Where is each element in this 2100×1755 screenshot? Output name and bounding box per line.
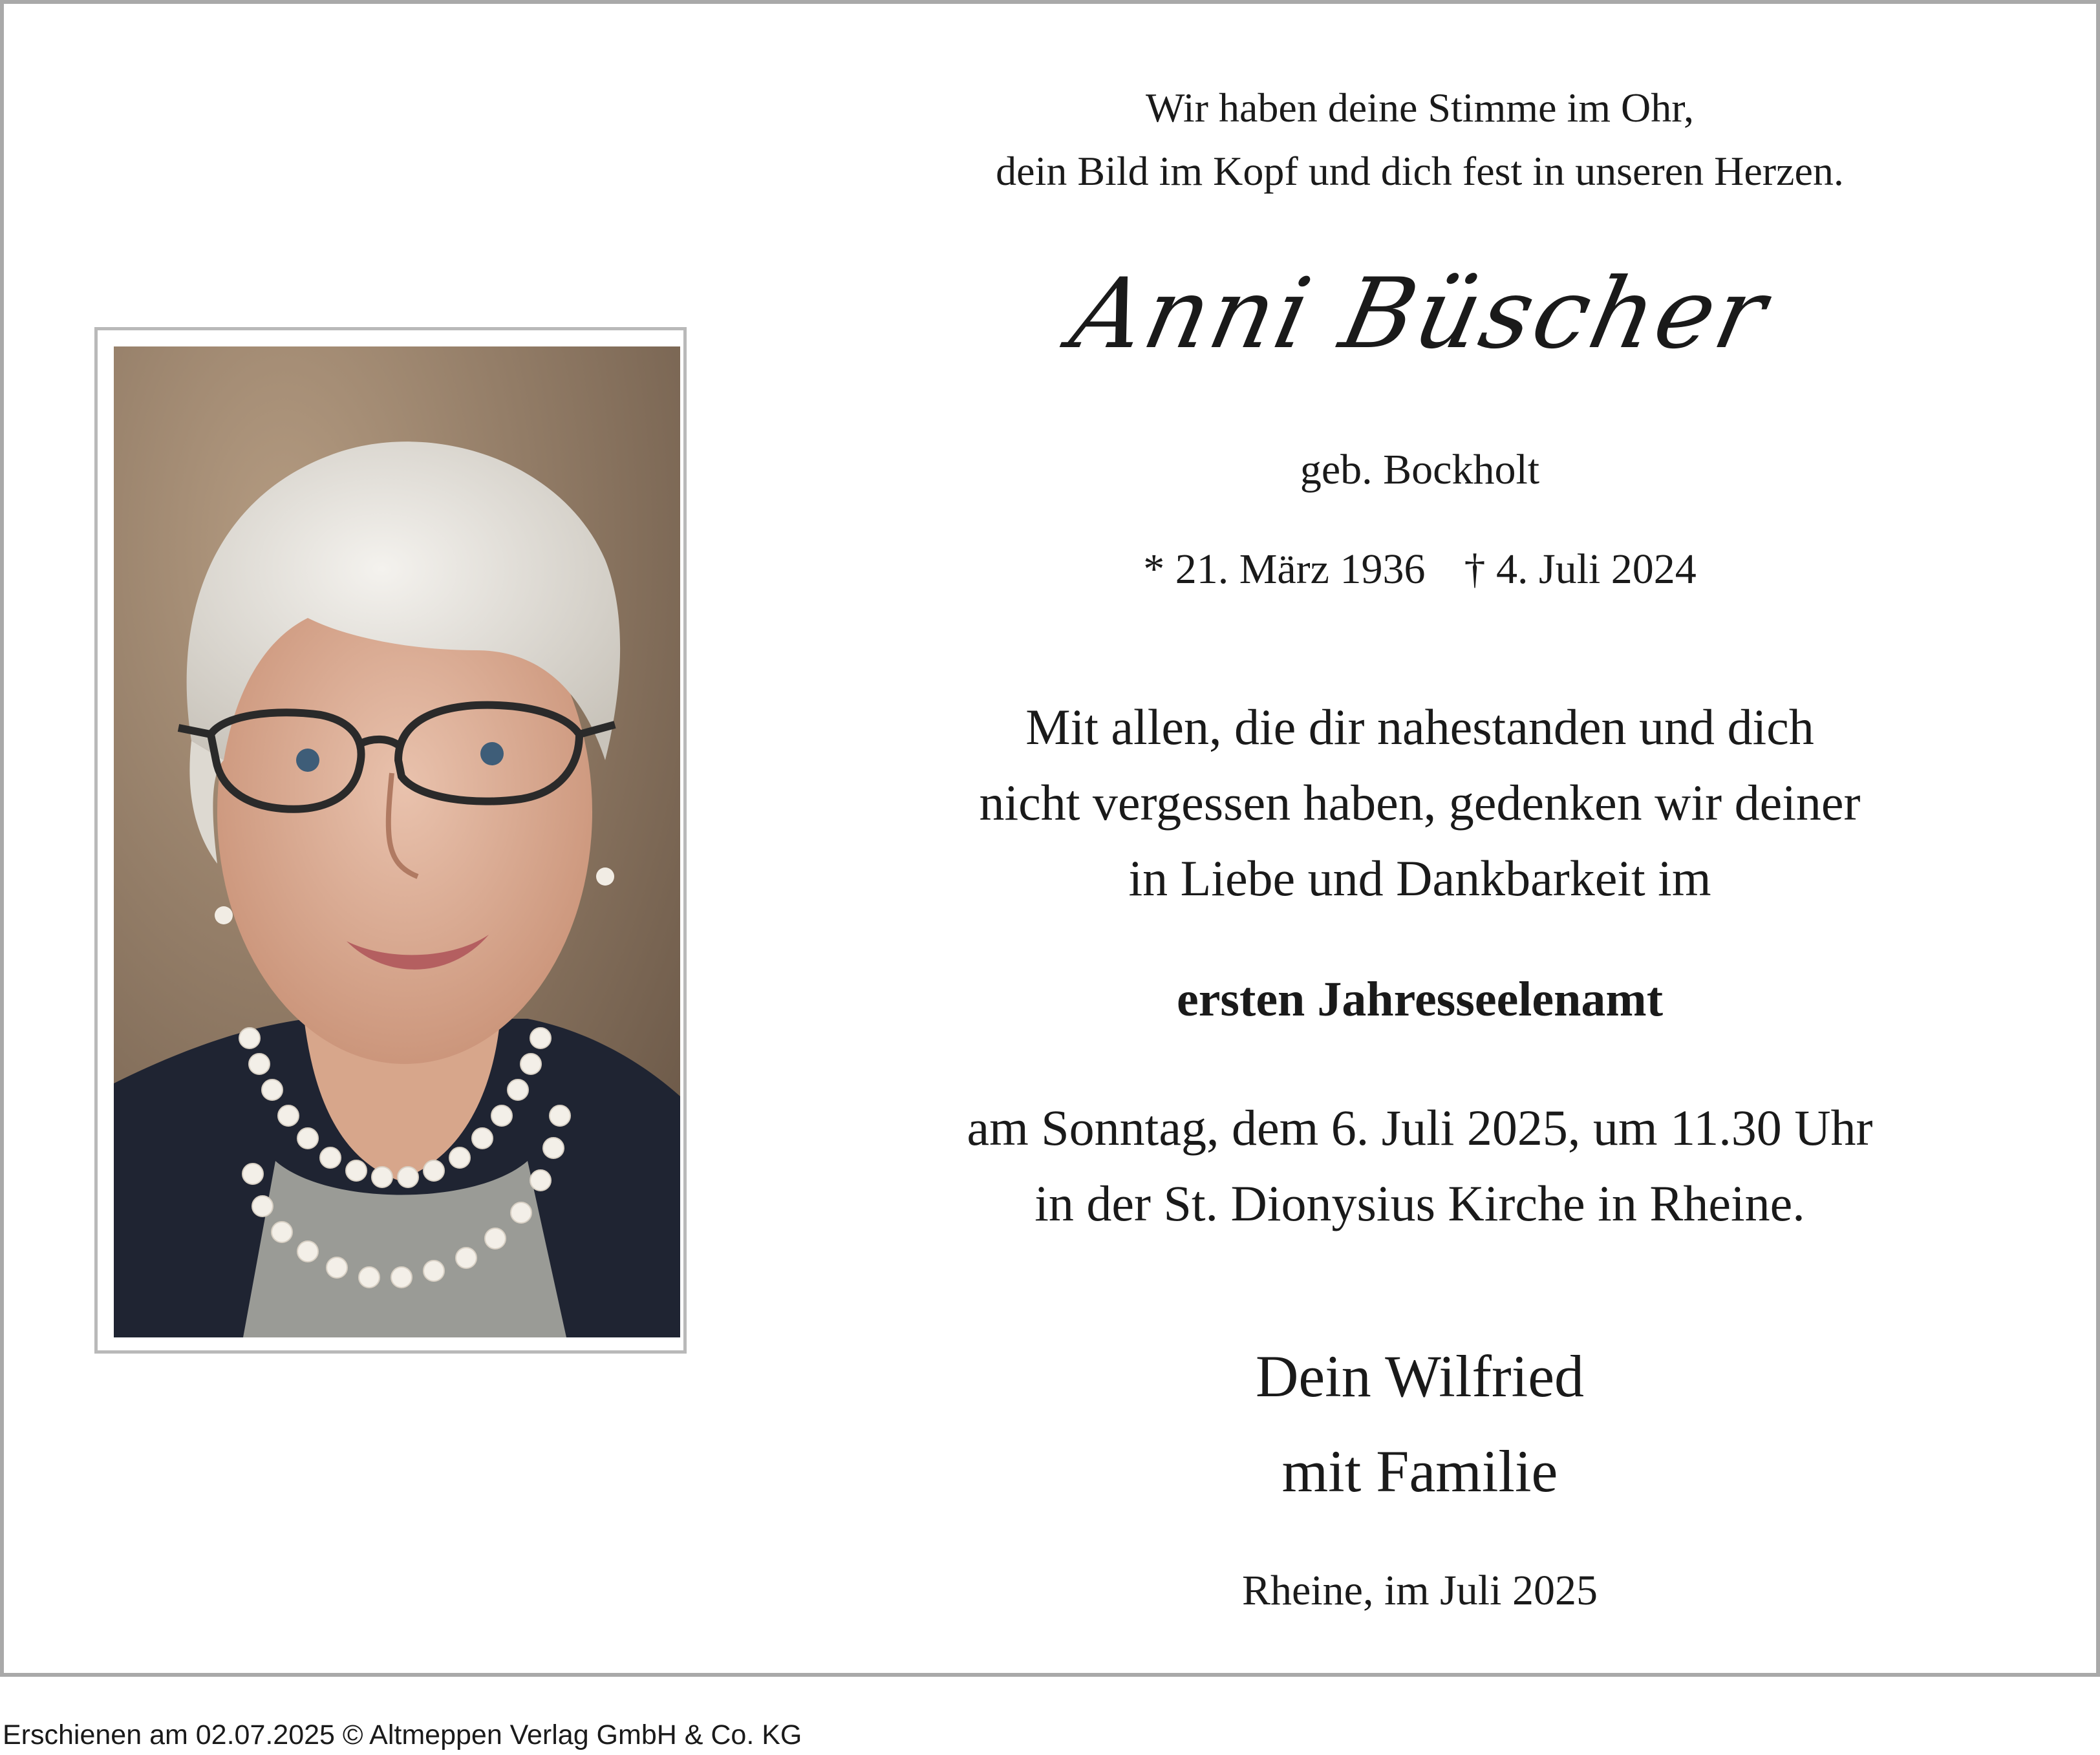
service-details — [844, 1090, 1995, 1241]
intro-line: Wir haben deine Stimme im Ohr, — [1146, 85, 1694, 131]
service-line: am Sonntag, dem 6. Juli 2025, um 11.30 Uhr — [967, 1100, 1873, 1156]
memory-line: in Liebe und Dankbarkeit im — [1128, 850, 1711, 906]
deceased-name: Anni Büscher — [1062, 258, 1778, 370]
signers — [844, 1329, 1995, 1519]
portrait-photo — [114, 346, 680, 1337]
signer-line: mit Familie — [1281, 1438, 1558, 1504]
portrait-frame — [94, 327, 687, 1354]
memory-text — [844, 689, 1995, 916]
intro-verse — [844, 76, 1995, 203]
portrait-illustration — [114, 346, 680, 1337]
memory-line: Mit allen, die dir nahestanden und dich — [1025, 699, 1814, 755]
place-date: Rheine, im Juli 2025 — [1242, 1567, 1598, 1614]
service-line: in der St. Dionysius Kirche in Rheine. — [1034, 1175, 1805, 1231]
death-date: † 4. Juli 2024 — [1464, 546, 1697, 593]
intro-line: dein Bild im Kopf und dich fest in unseren Herzen. — [996, 148, 1844, 194]
memory-line: nicht vergessen haben, gedenken wir deiner — [979, 774, 1861, 831]
life-dates — [844, 540, 1995, 599]
birth-date: * 21. März 1936 — [1143, 546, 1426, 593]
publication-footer: Erschienen am 02.07.2025 © Altmeppen Verlag GmbH & Co. KG — [3, 1719, 802, 1750]
maiden-name: geb. Bockholt — [1300, 446, 1540, 493]
service-title: ersten Jahresseelenamt — [1176, 972, 1664, 1026]
signer-line: Dein Wilfried — [1255, 1343, 1585, 1409]
